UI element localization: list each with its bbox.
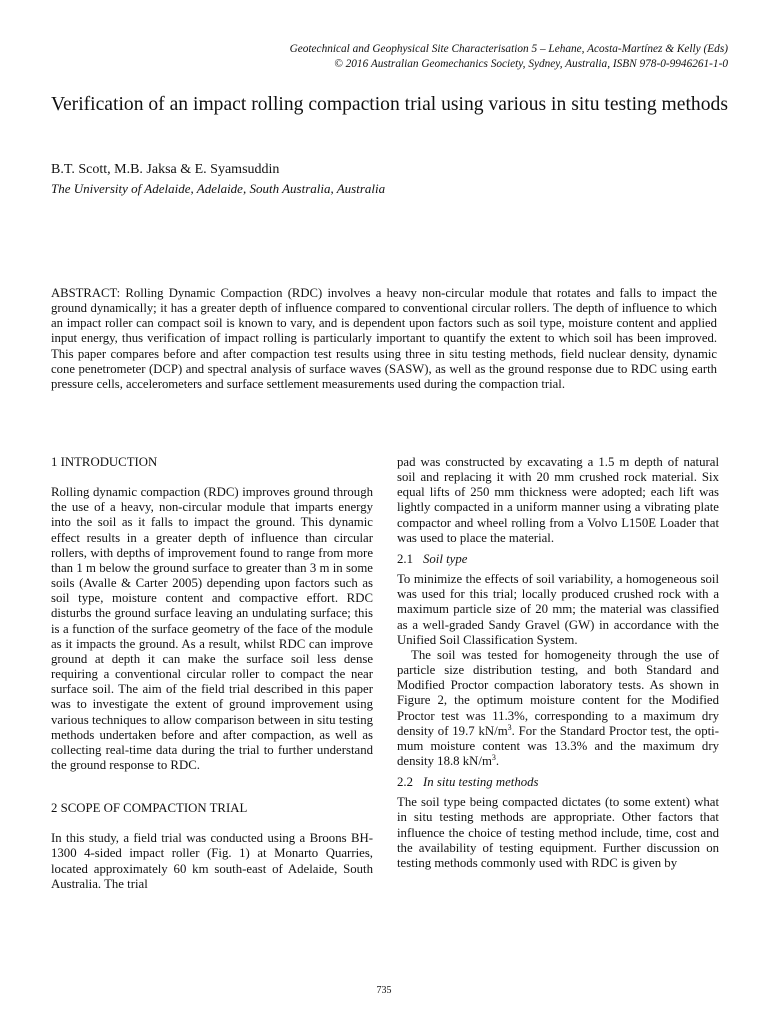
section-heading-scope: 2 SCOPE OF COMPACTION TRIAL — [51, 801, 248, 816]
subsection-label: In situ testing methods — [423, 775, 539, 790]
affiliation: The University of Adelaide, Adelaide, South Australia, Australia — [51, 181, 386, 196]
left-column — [51, 455, 373, 892]
running-head — [28, 42, 728, 72]
soil-type-paragraph-2: The soil was tested for homogeneity through the use of particle size distribution testing, and both Standard and Modified Proctor compaction laboratory tests. As shown in Figure 2, the optimum moisture content for the Modified Proctor test was 11.3%, corresponding to a maximum dry density of 19.7 $kN/m^3$. For the Standard Proctor test, the optimum moisture content was 13.3% and the maximum dry density 18.8 $kN/m^3$. — [397, 647, 719, 768]
subsection-label: Soil type — [423, 551, 468, 566]
abstract: ABSTRACT: Rolling Dynamic Compaction (RDC) involves a heavy non-circular module that rotates and falls to impact the ground dynamically; it has a greater depth of influence compared to conventional circular rollers. The depth of influence to which an impact roller can compact soil is known to vary, and is dependent upon factors such as soil type, moisture content and applied input energy, thus verification of impact rolling is particularly important to quantify the extent to which soil has been improved. This paper compares before and after compaction test results using three in situ testing methods, field nuclear density, dynamic cone penetrometer (DCP) and spectral analysis of surface waves (SASW), as well as the ground response due to RDC using earth pressure cells, accelerometers and surface settlement measurements used during the compaction trial. — [51, 286, 717, 391]
right-column — [397, 455, 719, 871]
section-heading-introduction: 1 INTRODUCTION — [51, 455, 158, 469]
superscript: 3 — [507, 722, 512, 732]
subsection-heading-in-situ-testing — [397, 775, 719, 790]
subsection-number: 2.1 — [397, 551, 413, 566]
in-situ-testing-paragraph: The soil type being compacted dictates (to some extent) what in situ testing methods are appropriate. Other factors that influence the choice of testing method include, time, cost and the availability of testing equipment. Further discussion on testing methods commonly used with RDC is given by — [397, 795, 719, 870]
superscript: 3 — [491, 752, 496, 762]
scope-paragraph-continued: pad was constructed by excavating a 1.5 m depth of natural soil and replacing it with 20 mm crushed rock material. Six equal lifts of 250 mm thickness were adopted; each lift was lightly compacted in a uniform manner using a vibrating plate compactor and wheel rolling from a Volvo L150E Loader that was used to place the material. — [397, 455, 719, 545]
scope-paragraph: In this study, a field trial was conducted using a Broons BH-1300 4-sided impact roller (Fig. 1) at Monarto Quarries, located approximately 60 km south-east of Adelaide, South Australia. The trial — [51, 831, 373, 891]
paper-title: Verification of an impact rolling compaction trial using various in situ testing methods — [51, 94, 728, 115]
running-head-line-2: © 2016 Australian Geomechanics Society, Sydney, Australia, ISBN 978-0-9946261-1-0 — [334, 58, 728, 70]
introduction-paragraph: Rolling dynamic compaction (RDC) improves ground through the use of a heavy, non-circular module that imparts energy into the soil as it falls to impact the ground. This dynamic effect results in a greater depth of influence than circular rollers, with depths of improvement found to range from more than 1 m below the ground surface to greater than 3 m in some soils (Avalle & Carter 2005) depending upon factors such as soil type, moisture content and compactive effort. RDC disturbs the ground surface leaving an undulating surface; this is a function of the surface geometry of the face of the module as it impacts the ground. As a result, whilst RDC can improve ground at depth it can make the surface soil less dense requiring a conventional circular roller to compact the near surface soil. The aim of the field trial described in this paper was to investigate the extent of ground improvement using various techniques to allow comparison between in situ testing methods undertaken before and after compaction, as well as collecting real-time data during the trial to further understand the ground response to RDC. — [51, 485, 373, 772]
soil-type-paragraph-1: To minimize the effects of soil variability, a homogeneous soil was used for this trial; locally produced crushed rock with a maximum particle size of 20 mm; the material was classified as a well-graded Sandy Gravel (GW) in accordance with the Unified Soil Classification System. — [397, 572, 719, 647]
running-head-line-1: Geotechnical and Geophysical Site Characterisation 5 – Lehane, Acosta-Martínez & Kelly (Eds) — [289, 43, 728, 55]
subsection-heading-soil-type — [397, 552, 719, 567]
authors: B.T. Scott, M.B. Jaksa & E. Syamsuddin — [51, 162, 280, 177]
subsection-number: 2.2 — [397, 775, 413, 790]
page-number: 735 — [376, 985, 392, 996]
